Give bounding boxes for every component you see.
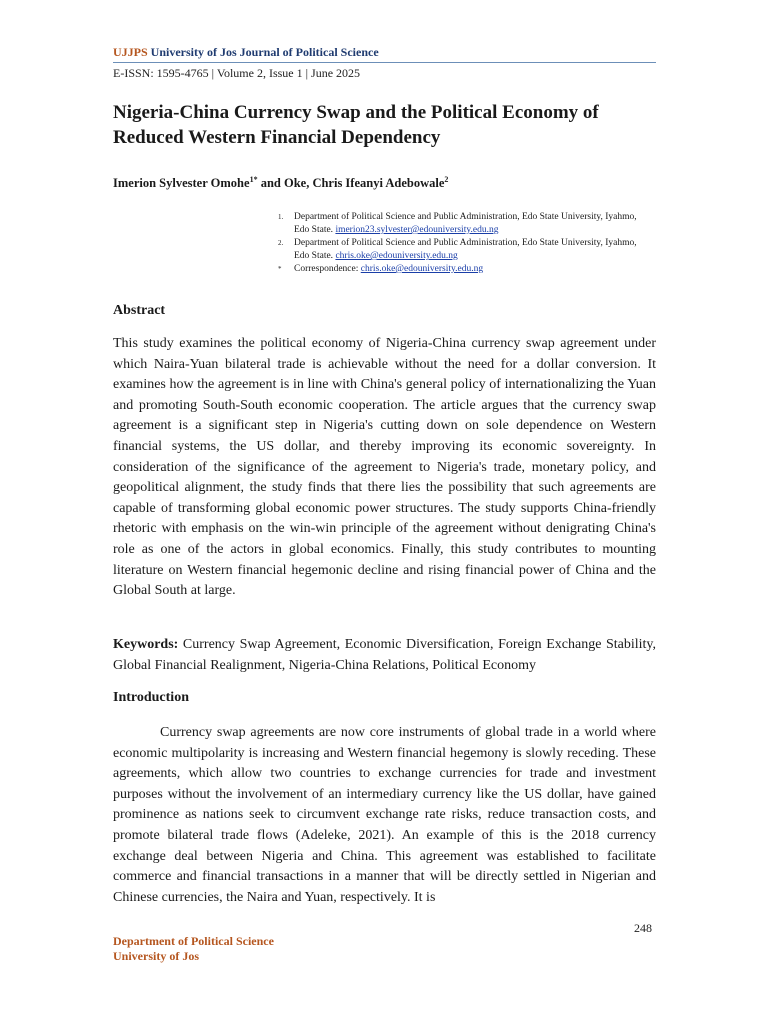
header-divider (113, 62, 656, 63)
affiliation-marker: 1. (278, 213, 284, 221)
correspondence-email-link[interactable]: chris.oke@edouniversity.edu.ng (360, 264, 484, 274)
page-number: 248 (634, 921, 652, 935)
author-1: Imerion Sylvester Omohe (113, 176, 250, 191)
introduction-heading: Introduction (113, 690, 189, 705)
email-link[interactable]: chris.oke@edouniversity.edu.ng (335, 251, 458, 261)
footer-university: University of Jos (113, 949, 199, 963)
affiliation-text: Department of Political Science and Public Administration, Edo State University, Iyahmo, Edo State. (294, 212, 637, 235)
footer-department: Department of Political Science (113, 934, 274, 948)
introduction-body: Currency swap agreements are now core instruments of global trade in a world where economic multipolarity is increasing and Western financial hegemony is slowly receding. These agreements, which allow two countries to exchange currencies for trade and investment purposes without the involvement of an intermediary currency like the US dollar, have gained prominence as nations seek to circumvent exchange rate risks, reduce transaction costs, and promote bilateral trade flows (Adeleke, 2021). An example of this is the 2018 currency exchange deal between Nigeria and China. This agreement was established to facilitate commerce and financial transactions in a manner that will be directly settled in Nigerian and Chinese currencies, the Naira and Yuan, respectively. It is (113, 725, 656, 905)
keywords-label: Keywords: (113, 637, 179, 652)
keywords-paragraph (113, 635, 656, 676)
journal-header (113, 45, 379, 60)
journal-name: University of Jos Journal of Political Science (150, 45, 379, 59)
abstract-body: This study examines the political economy of Nigeria-China currency swap agreement under which Naira-Yuan bilateral trade is achievable without the need for a dollar conversion. It examines how the agreement is in line with China's general policy of internationalizing the Yuan and promoting South-South economic cooperation. The article argues that the currency swap agreement is a significant step in Nigeria's cutting down on sole dependence on Western financial systems, the US dollar, and thereby improving its economic sovereignty. In consideration of the significance of the agreement to Nigeria's trade, monetary policy, and geopolitical alignment, the study finds that there lies the possibility that such agreements are capable of transforming global economic power structures. The study supports China-friendly rhetoric with emphasis on the win-win principle of the agreement without denigrating China's role as one of the actors in global economics. Finally, this study contributes to mounting literature on Western financial hegemonic decline and rising financial power of China and the Global South at large. (113, 336, 656, 599)
affiliation-list (278, 211, 648, 276)
page-footer (113, 934, 274, 964)
article-title: Nigeria-China Currency Swap and the Political Economy of Reduced Western Financial Dependency (113, 102, 599, 148)
affiliation-item (278, 211, 648, 237)
author-1-affiliation-mark: 1* (249, 175, 258, 184)
correspondence-marker: * (278, 265, 282, 273)
author-2: Oke, Chris Ifeanyi Adebowale (283, 176, 445, 191)
affiliation-text: Department of Political Science and Public Administration, Edo State University, Iyahmo, Edo State. (294, 238, 637, 261)
abstract-heading: Abstract (113, 303, 166, 318)
correspondence-label: Correspondence: (294, 264, 361, 274)
email-link[interactable]: imerion23.sylvester@edouniversity.edu.ng (335, 225, 499, 235)
author-joiner: and (257, 176, 284, 191)
affiliation-item (278, 237, 648, 263)
keywords-list: Currency Swap Agreement, Economic Diversification, Foreign Exchange Stability, Global Financial Realignment, Nigeria-China Relations, Political Economy (113, 637, 657, 673)
journal-abbrev: UJJPS (113, 45, 148, 59)
issue-line: E-ISSN: 1595-4765 | Volume 2, Issue 1 | June 2025 (113, 66, 361, 80)
author-2-affiliation-mark: 2 (444, 175, 449, 184)
author-line (113, 175, 448, 191)
correspondence-item (278, 263, 648, 276)
affiliation-marker: 2. (278, 239, 284, 247)
